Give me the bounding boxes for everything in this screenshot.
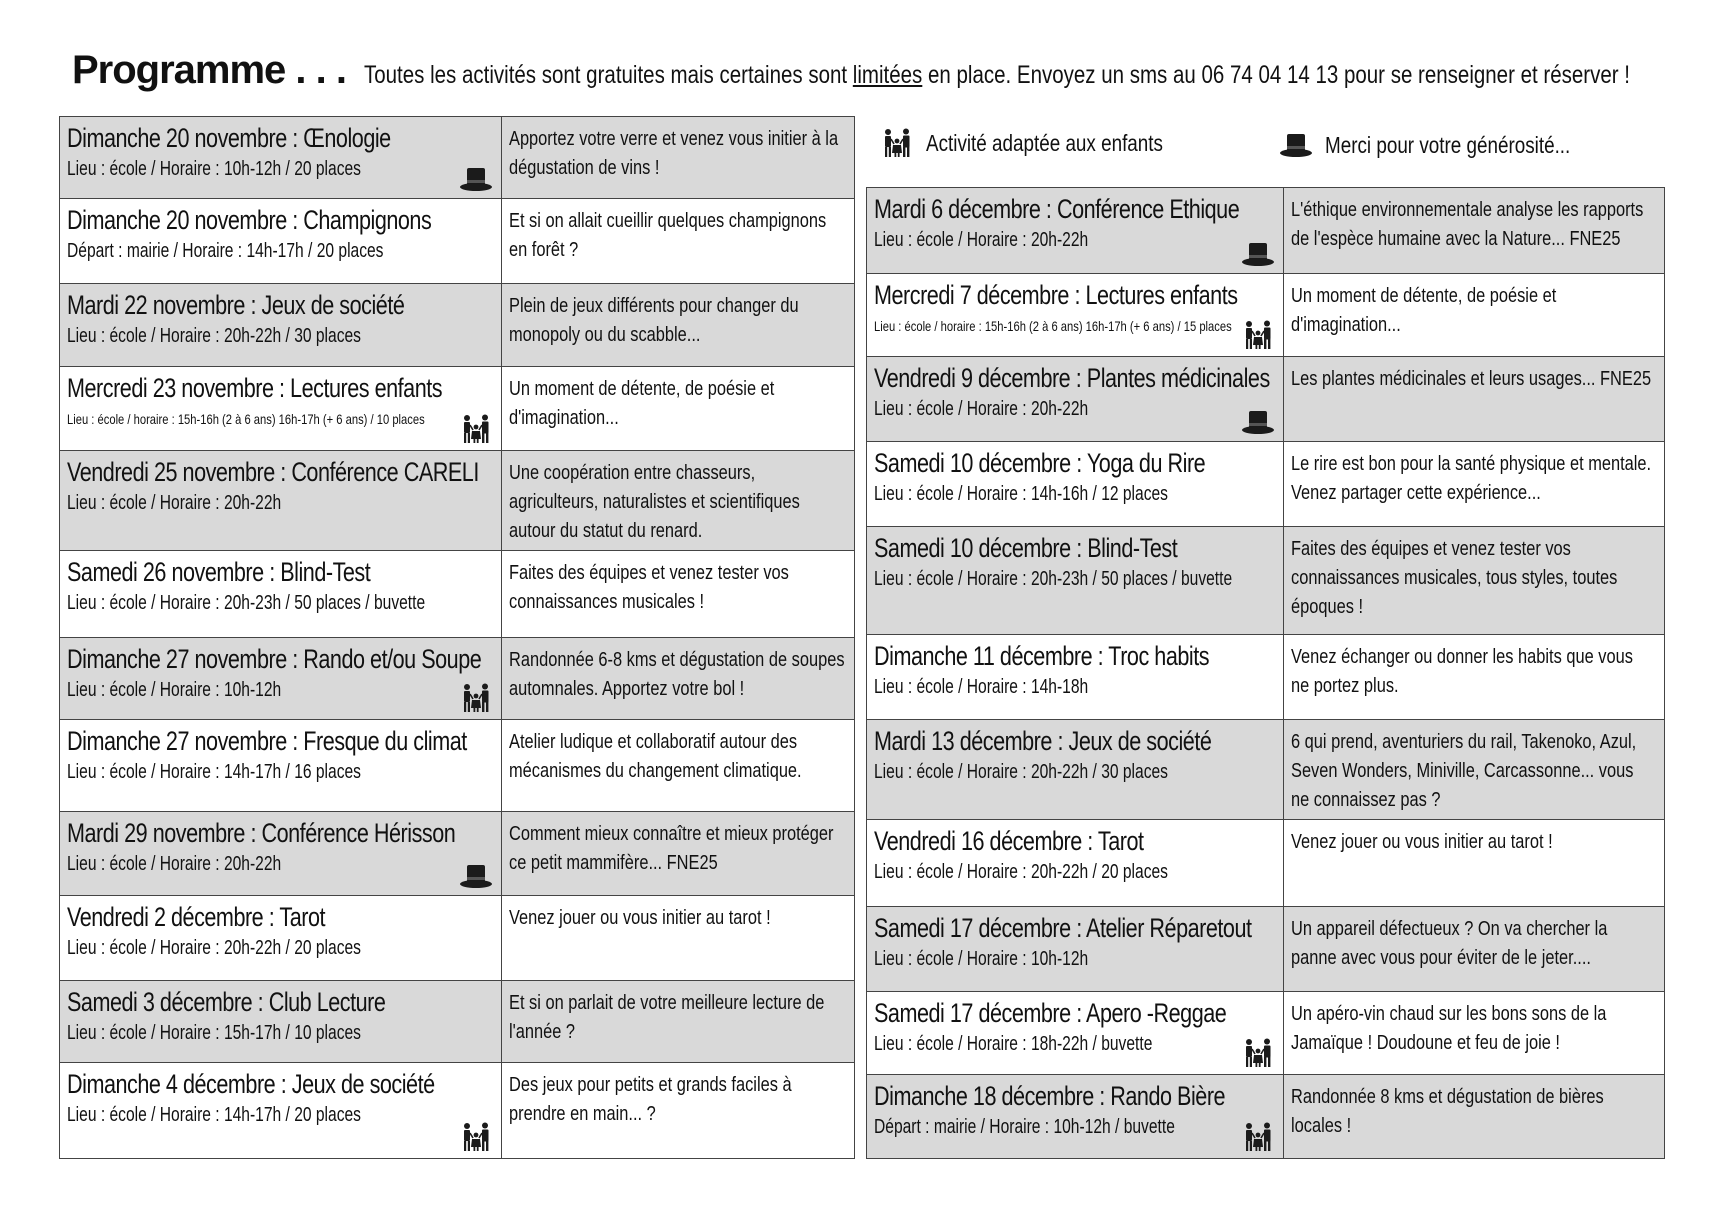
family-icon	[1241, 1038, 1275, 1068]
event-row	[867, 188, 1665, 274]
event-description-cell	[1284, 527, 1665, 635]
event-description: L'éthique environnementale analyse les rapports de l'espèce humaine avec la Nature... FNE25	[1291, 199, 1644, 250]
event-description-cell	[502, 638, 855, 720]
event-description-cell	[1284, 188, 1665, 274]
event-cell	[60, 720, 502, 812]
event-info: Lieu : école / Horaire : 20h-22h	[874, 229, 1089, 251]
event-row	[60, 551, 855, 638]
event-title: Vendredi 16 décembre : Tarot	[874, 826, 1144, 856]
event-info: Lieu : école / Horaire : 15h-17h / 10 places	[67, 1022, 361, 1044]
event-description: Les plantes médicinales et leurs usages... FNE25	[1291, 368, 1652, 390]
event-cell	[867, 992, 1284, 1075]
event-description-cell	[1284, 357, 1665, 442]
event-row	[60, 367, 855, 451]
event-info: Lieu : école / Horaire : 20h-22h	[67, 853, 282, 875]
subtitle-part-1: Toutes les activités sont gratuites mais certaines sont	[364, 61, 854, 89]
event-description: Un apéro-vin chaud sur les bons sons de la Jamaïque ! Doudoune et feu de joie !	[1291, 1003, 1607, 1054]
event-cell	[60, 117, 502, 199]
event-cell	[60, 199, 502, 284]
event-row	[60, 199, 855, 284]
event-title: Mardi 22 novembre : Jeux de société	[67, 290, 405, 320]
event-row	[867, 992, 1665, 1075]
event-info: Lieu : école / Horaire : 14h-16h / 12 places	[874, 483, 1168, 505]
event-description: Faites des équipes et venez tester vos connaissances musicales, tous styles, toutes époques !	[1291, 538, 1618, 618]
event-description-cell	[1284, 635, 1665, 720]
event-cell	[60, 981, 502, 1063]
event-description-cell	[502, 1063, 855, 1159]
family-icon	[459, 1122, 493, 1152]
page-subtitle	[364, 61, 1630, 90]
legend	[880, 128, 1600, 168]
event-row	[867, 274, 1665, 357]
event-description-cell	[502, 367, 855, 451]
event-cell	[867, 820, 1284, 907]
event-title: Mardi 29 novembre : Conférence Hérisson	[67, 818, 456, 848]
top-hat-icon	[1241, 409, 1275, 435]
top-hat-icon	[1279, 132, 1313, 158]
event-info: Départ : mairie / Horaire : 14h-17h / 20 places	[67, 240, 384, 262]
legend-children-label: Activité adaptée aux enfants	[926, 129, 1163, 156]
event-title: Samedi 10 décembre : Blind-Test	[874, 533, 1178, 563]
event-description: Et si on parlait de votre meilleure lecture de l'année ?	[509, 992, 825, 1043]
event-title: Samedi 17 décembre : Apero -Reggae	[874, 998, 1227, 1028]
event-info: Lieu : école / Horaire : 20h-22h	[67, 492, 282, 514]
event-description: Un moment de détente, de poésie et d'imagination...	[509, 378, 775, 429]
event-description-cell	[502, 896, 855, 981]
event-cell	[60, 551, 502, 638]
event-description: Faites des équipes et venez tester vos connaissances musicales !	[509, 562, 789, 613]
event-description: Apportez votre verre et venez vous initier à la dégustation de vins !	[509, 128, 839, 179]
event-description: Un appareil défectueux ? On va chercher la panne avec vous pour éviter de le jeter....	[1291, 918, 1608, 969]
event-title: Mercredi 7 décembre : Lectures enfants	[874, 280, 1238, 310]
family-icon	[1241, 320, 1275, 350]
event-info: Lieu : école / Horaire : 20h-22h / 20 places	[67, 937, 361, 959]
event-row	[60, 117, 855, 199]
event-row	[867, 820, 1665, 907]
event-cell	[60, 284, 502, 367]
event-cell	[867, 527, 1284, 635]
event-cell	[867, 357, 1284, 442]
event-cell	[867, 188, 1284, 274]
event-info: Lieu : école / horaire : 15h-16h (2 à 6 ans) 16h-17h (+ 6 ans) / 15 places	[874, 318, 1232, 334]
event-description: Plein de jeux différents pour changer du monopoly ou du scabble...	[509, 295, 799, 346]
family-icon	[880, 128, 914, 158]
event-description-cell	[1284, 992, 1665, 1075]
event-description-cell	[502, 720, 855, 812]
event-title: Vendredi 9 décembre : Plantes médicinales	[874, 363, 1270, 393]
event-description-cell	[1284, 907, 1665, 992]
event-row	[867, 907, 1665, 992]
event-row	[60, 451, 855, 551]
event-cell	[60, 367, 502, 451]
event-row	[867, 635, 1665, 720]
event-title: Dimanche 20 novembre : Œnologie	[67, 123, 391, 153]
event-title: Samedi 3 décembre : Club Lecture	[67, 987, 386, 1017]
event-description-cell	[502, 812, 855, 896]
event-title: Dimanche 18 décembre : Rando Bière	[874, 1081, 1226, 1111]
event-row	[60, 896, 855, 981]
event-description: Une coopération entre chasseurs, agriculteurs, naturalistes et scientifiques autour du statut du renard.	[509, 462, 800, 542]
event-row	[867, 1075, 1665, 1159]
event-title: Mardi 6 décembre : Conférence Ethique	[874, 194, 1240, 224]
event-title: Mercredi 23 novembre : Lectures enfants	[67, 373, 443, 403]
event-description-cell	[1284, 442, 1665, 527]
event-cell	[60, 451, 502, 551]
top-hat-icon	[459, 166, 493, 192]
event-info: Lieu : école / Horaire : 10h-12h / 20 places	[67, 158, 361, 180]
event-title: Mardi 13 décembre : Jeux de société	[874, 726, 1212, 756]
legend-item-hat	[1279, 132, 1624, 159]
event-description: Comment mieux connaître et mieux protéger ce petit mammifère... FNE25	[509, 823, 834, 874]
event-cell	[867, 720, 1284, 820]
event-info: Lieu : école / Horaire : 10h-12h	[67, 679, 282, 701]
event-description-cell	[502, 981, 855, 1063]
event-cell	[867, 1075, 1284, 1159]
event-description-cell	[502, 451, 855, 551]
event-info: Lieu : école / Horaire : 20h-22h	[874, 398, 1089, 420]
event-info: Lieu : école / Horaire : 14h-18h	[874, 676, 1089, 698]
event-title: Dimanche 27 novembre : Fresque du climat	[67, 726, 467, 756]
event-info: Lieu : école / Horaire : 20h-23h / 50 places / buvette	[67, 592, 426, 614]
event-cell	[867, 635, 1284, 720]
event-description: Le rire est bon pour la santé physique et mentale. Venez partager cette expérience...	[1291, 453, 1652, 504]
event-info: Lieu : école / Horaire : 14h-17h / 16 places	[67, 761, 361, 783]
event-description: Venez jouer ou vous initier au tarot !	[1291, 831, 1553, 853]
event-title: Samedi 17 décembre : Atelier Réparetout	[874, 913, 1252, 943]
event-title: Dimanche 27 novembre : Rando et/ou Soupe	[67, 644, 482, 674]
event-description: Atelier ludique et collaboratif autour des mécanismes du changement climatique.	[509, 731, 802, 782]
event-title: Vendredi 2 décembre : Tarot	[67, 902, 326, 932]
family-icon	[459, 414, 493, 444]
top-hat-icon	[1241, 241, 1275, 267]
subtitle-part-2: en place. Envoyez un sms au 06 74 04 14 13 pour se renseigner et réserver !	[922, 61, 1631, 89]
event-row	[60, 720, 855, 812]
event-title: Dimanche 11 décembre : Troc habits	[874, 641, 1210, 671]
event-title: Dimanche 4 décembre : Jeux de société	[67, 1069, 435, 1099]
family-icon	[1241, 1122, 1275, 1152]
event-info: Lieu : école / Horaire : 20h-22h / 20 places	[874, 861, 1168, 883]
event-row	[867, 527, 1665, 635]
event-cell	[60, 812, 502, 896]
event-cell	[60, 638, 502, 720]
event-row	[60, 284, 855, 367]
event-title: Samedi 10 décembre : Yoga du Rire	[874, 448, 1206, 478]
event-description-cell	[502, 284, 855, 367]
legend-hat-label: Merci pour votre générosité...	[1325, 131, 1571, 158]
event-description-cell	[1284, 1075, 1665, 1159]
event-cell	[867, 442, 1284, 527]
event-description-cell	[502, 199, 855, 284]
program-table-left	[59, 116, 855, 1159]
event-info: Lieu : école / Horaire : 20h-22h / 30 places	[67, 325, 361, 347]
top-hat-icon	[459, 863, 493, 889]
page-title: Programme . . .	[72, 48, 346, 92]
event-cell	[867, 274, 1284, 357]
event-title: Vendredi 25 novembre : Conférence CARELI	[67, 457, 479, 487]
event-row	[60, 981, 855, 1063]
event-description-cell	[502, 551, 855, 638]
event-description: Venez échanger ou donner les habits que vous ne portez plus.	[1291, 646, 1633, 697]
event-cell	[867, 907, 1284, 992]
event-info: Lieu : école / Horaire : 18h-22h / buvette	[874, 1033, 1153, 1055]
subtitle-underlined: limitées	[853, 61, 923, 89]
event-description: Randonnée 8 kms et dégustation de bières locales !	[1291, 1086, 1604, 1137]
event-info: Lieu : école / horaire : 15h-16h (2 à 6 ans) 16h-17h (+ 6 ans) / 10 places	[67, 411, 425, 427]
event-description-cell	[1284, 820, 1665, 907]
event-description: Venez jouer ou vous initier au tarot !	[509, 907, 771, 929]
event-info: Lieu : école / Horaire : 14h-17h / 20 places	[67, 1104, 361, 1126]
event-row	[60, 1063, 855, 1159]
legend-item-children	[880, 128, 1215, 158]
event-info: Lieu : école / Horaire : 20h-23h / 50 places / buvette	[874, 568, 1233, 590]
event-title: Samedi 26 novembre : Blind-Test	[67, 557, 371, 587]
event-description: Randonnée 6-8 kms et dégustation de soupes automnales. Apportez votre bol !	[509, 649, 845, 700]
program-table-right	[866, 187, 1665, 1159]
event-info: Lieu : école / Horaire : 20h-22h / 30 places	[874, 761, 1168, 783]
event-cell	[60, 1063, 502, 1159]
event-row	[867, 442, 1665, 527]
event-description: Et si on allait cueillir quelques champignons en forêt ?	[509, 210, 827, 261]
family-icon	[459, 683, 493, 713]
event-description: Un moment de détente, de poésie et d'imagination...	[1291, 285, 1557, 336]
event-description-cell	[1284, 720, 1665, 820]
page-header	[72, 48, 1672, 108]
event-row	[60, 638, 855, 720]
event-title: Dimanche 20 novembre : Champignons	[67, 205, 432, 235]
event-description-cell	[1284, 274, 1665, 357]
event-row	[867, 720, 1665, 820]
event-cell	[60, 896, 502, 981]
event-info: Lieu : école / Horaire : 10h-12h	[874, 948, 1089, 970]
event-description: Des jeux pour petits et grands faciles à prendre en main... ?	[509, 1074, 792, 1125]
event-row	[60, 812, 855, 896]
event-description-cell	[502, 117, 855, 199]
event-description: 6 qui prend, aventuriers du rail, Takenoko, Azul, Seven Wonders, Miniville, Carcassonne... vous ne connaissez pas ?	[1291, 731, 1637, 811]
event-row	[867, 357, 1665, 442]
event-info: Départ : mairie / Horaire : 10h-12h / buvette	[874, 1116, 1175, 1138]
